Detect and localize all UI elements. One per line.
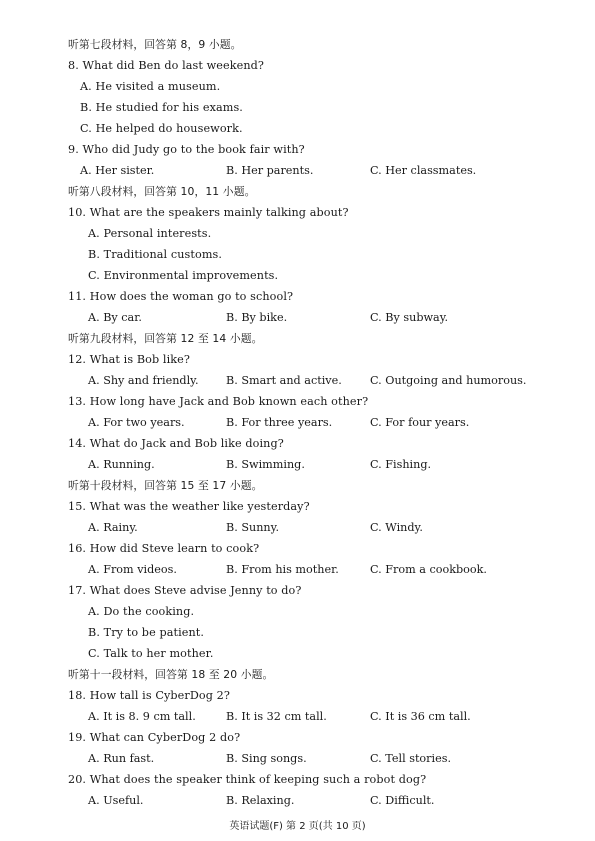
question-stem: 19. What can CyberDog 2 do? <box>68 731 241 744</box>
option-a: A. He visited a museum. <box>80 80 221 93</box>
page-footer: 英语试题(F) 第 2 页(共 10 页) <box>229 821 366 832</box>
question-stem: 16. How did Steve learn to cook? <box>68 542 260 555</box>
option-c: C. By subway. <box>370 311 449 324</box>
option-b: B. Her parents. <box>226 164 314 177</box>
option-b: B. Smart and active. <box>226 374 342 387</box>
option-b: B. Sing songs. <box>226 752 307 765</box>
section-heading: 听第八段材料，回答第 10，11 小题。 <box>68 185 256 198</box>
question-stem: 9. Who did Judy go to the book fair with? <box>68 143 305 156</box>
option-a: A. Her sister. <box>80 164 155 177</box>
option-c: C. Fishing. <box>370 458 432 471</box>
option-a: A. Personal interests. <box>88 227 212 240</box>
option-b: B. Try to be patient. <box>88 626 205 639</box>
option-c: C. Windy. <box>370 521 423 534</box>
option-b: B. For three years. <box>226 416 333 429</box>
option-a: A. Shy and friendly. <box>88 374 199 387</box>
option-c: C. It is 36 cm tall. <box>370 710 471 723</box>
question-stem: 10. What are the speakers mainly talking about? <box>68 206 349 219</box>
option-c: C. For four years. <box>370 416 470 429</box>
option-a: A. Rainy. <box>88 521 138 534</box>
option-c: C. Difficult. <box>370 794 435 807</box>
question-stem: 20. What does the speaker think of keeping such a robot dog? <box>68 773 427 786</box>
question-stem: 8. What did Ben do last weekend? <box>68 59 264 72</box>
option-b: B. Sunny. <box>226 521 280 534</box>
option-c: C. Her classmates. <box>370 164 477 177</box>
question-stem: 15. What was the weather like yesterday? <box>68 500 310 513</box>
option-b: B. From his mother. <box>226 563 339 576</box>
question-stem: 12. What is Bob like? <box>68 353 190 366</box>
option-c: C. From a cookbook. <box>370 563 487 576</box>
question-stem: 11. How does the woman go to school? <box>68 290 294 303</box>
option-a: A. By car. <box>88 311 142 324</box>
option-a: A. It is 8. 9 cm tall. <box>88 710 196 723</box>
option-c: C. Outgoing and humorous. <box>370 374 527 387</box>
option-a: A. Running. <box>88 458 155 471</box>
option-b: B. By bike. <box>226 311 288 324</box>
section-heading: 听第十段材料，回答第 15 至 17 小题。 <box>68 479 263 492</box>
option-b: B. It is 32 cm tall. <box>226 710 327 723</box>
question-stem: 14. What do Jack and Bob like doing? <box>68 437 284 450</box>
section-heading: 听第九段材料，回答第 12 至 14 小题。 <box>68 332 263 345</box>
section-heading: 听第十一段材料，回答第 18 至 20 小题。 <box>68 668 274 681</box>
option-a: A. From videos. <box>88 563 177 576</box>
option-c: C. Environmental improvements. <box>88 269 279 282</box>
section-heading: 听第七段材料，回答第 8，9 小题。 <box>68 38 242 51</box>
option-b: B. Relaxing. <box>226 794 295 807</box>
option-b: B. Traditional customs. <box>88 248 223 261</box>
question-stem: 18. How tall is CyberDog 2? <box>68 689 230 702</box>
option-a: A. Run fast. <box>88 752 155 765</box>
option-a: A. For two years. <box>88 416 185 429</box>
question-stem: 13. How long have Jack and Bob known each other? <box>68 395 369 408</box>
option-a: A. Useful. <box>88 794 144 807</box>
option-c: C. He helped do housework. <box>80 122 243 135</box>
option-c: C. Talk to her mother. <box>88 647 214 660</box>
option-b: B. Swimming. <box>226 458 305 471</box>
option-a: A. Do the cooking. <box>88 605 195 618</box>
option-c: C. Tell stories. <box>370 752 452 765</box>
question-stem: 17. What does Steve advise Jenny to do? <box>68 584 302 597</box>
option-b: B. He studied for his exams. <box>80 101 243 114</box>
